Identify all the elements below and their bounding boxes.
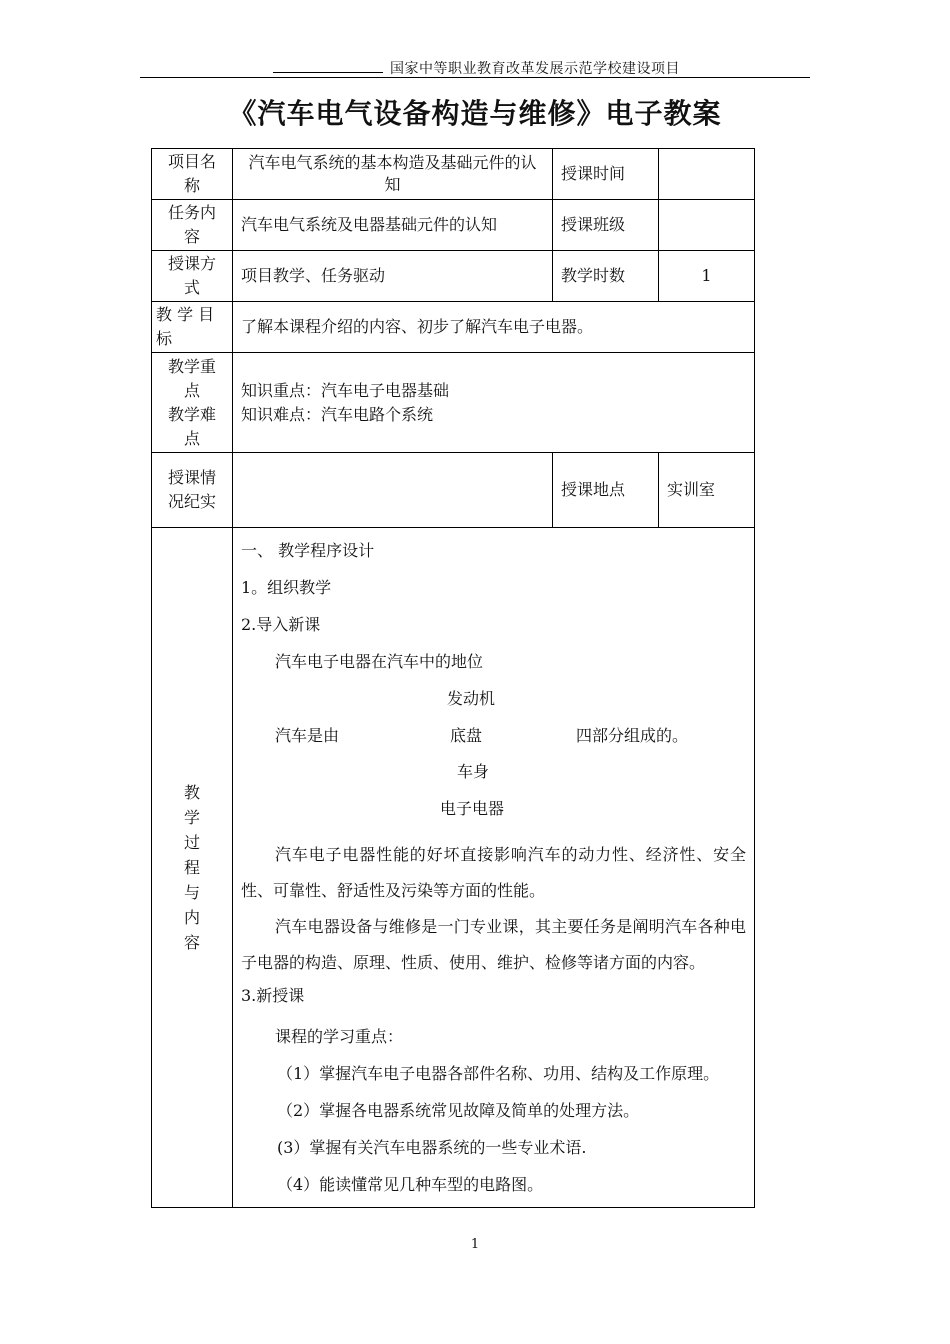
step-organize: 1。组织教学 [241,578,332,597]
header-rule [140,77,810,78]
organ-engine: 发动机 [447,689,496,708]
paragraph-course-task: 汽车电器设备与维修是一门专业课，其主要任务是阐明汽车各种电子电器的构造、原理、性质、使用、维护、检修等诸方面的内容。 [241,917,746,972]
row-task [152,200,755,251]
focus-point-2: （2）掌握各电器系统常见故障及简单的处理方法。 [277,1101,640,1120]
focus-title: 课程的学习重点： [275,1027,404,1046]
record-label: 授课情 况纪实 [152,453,233,528]
location-value: 实训室 [659,453,755,528]
class-group-label: 授课班级 [553,200,659,251]
focus-point-4: （4）能读懂常见几种车型的电路图。 [277,1175,544,1194]
class-time-value [659,149,755,200]
hours-value: 1 [659,251,755,302]
step-new-lesson: 3.新授课 [241,986,305,1005]
key-points-text: 知识重点：汽车电子电器基础 [241,380,450,400]
key-difficult-label: 教学重 点 教学难 点 [152,353,233,453]
row-method [152,251,755,302]
organ-prefix: 汽车是由 [275,726,340,745]
method-label: 授课方 式 [152,251,233,302]
method-value: 项目教学、任务驱动 [233,251,553,302]
focus-point-3: (3）掌握有关汽车电器系统的一些专业术语. [277,1138,587,1157]
organ-electrical: 电子电器 [440,799,505,818]
row-key-points [152,353,755,453]
organ-suffix: 四部分组成的。 [576,726,689,745]
project-name-label: 项目名 称 [152,149,233,200]
header-project-name: 国家中等职业教育改革发展示范学校建设项目 [390,61,680,77]
process-content [233,528,755,1208]
goal-label: 教 学 目 标 [152,302,233,353]
lesson-plan-table [151,148,755,1208]
organ-body: 车身 [457,762,490,781]
task-value: 汽车电气系统及电器基础元件的认知 [233,200,553,251]
organ-chassis: 底盘 [450,726,483,745]
class-group-value [659,200,755,251]
goal-value: 了解本课程介绍的内容、初步了解汽车电子电器。 [233,302,755,353]
record-value [233,453,553,528]
header-rule-short [273,72,383,73]
project-name-value: 汽车电气系统的基本构造及基础元件的认知 [233,149,553,200]
row-process [152,528,755,1208]
focus-point-1: （1）掌握汽车电子电器各部件名称、功用、结构及工作原理。 [277,1064,720,1083]
section-heading: 一、 教学程序设计 [241,541,375,560]
hours-label: 教学时数 [553,251,659,302]
difficult-points-text: 知识难点：汽车电路个系统 [241,404,434,424]
key-difficult-value [233,353,755,453]
location-label: 授课地点 [553,453,659,528]
process-label: 教 学 过 程 与 内 容 [152,528,233,1208]
class-time-label: 授课时间 [553,149,659,200]
document-title: 《汽车电气设备构造与维修》电子教案 [228,97,722,130]
row-record [152,453,755,528]
task-label: 任务内 容 [152,200,233,251]
position-title: 汽车电子电器在汽车中的地位 [275,652,484,671]
row-project-name [152,149,755,200]
page-number: 1 [470,1237,480,1252]
row-goal [152,302,755,353]
car-composition-diagram [241,687,746,837]
step-intro: 2.导入新课 [241,615,321,634]
paragraph-performance: 汽车电子电器性能的好坏直接影响汽车的动力性、经济性、安全性、可靠性、舒适性及污染等方面的性能。 [241,845,746,900]
